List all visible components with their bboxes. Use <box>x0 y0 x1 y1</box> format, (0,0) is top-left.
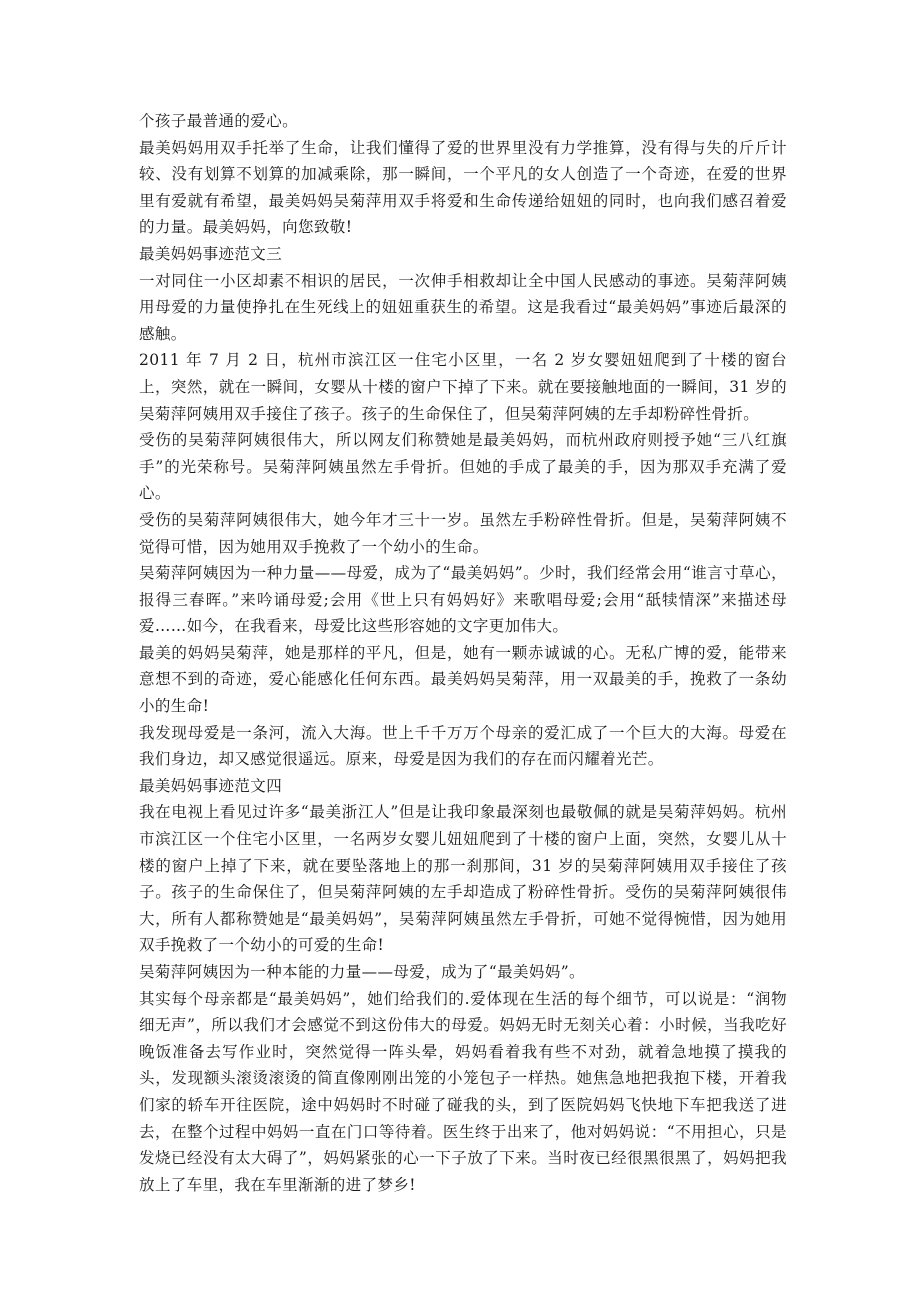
paragraph-5: 受伤的吴菊萍阿姨很伟大，所以网友们称赞她是最美妈妈，而杭州政府则授予她“三八红旗手”的光荣称号。吴菊萍阿姨虽然左手骨折。但她的手成了最美的手，因为那双手充满了爱心。 <box>139 431 787 503</box>
paragraph-8: 最美的妈妈吴菊萍，她是那样的平凡，但是，她有一颗赤诚诚的心。无私广博的爱，能带来意想不到的奇迹，爱心能感化任何东西。最美妈妈吴菊萍，用一双最美的手，挽救了一条幼小的生命! <box>139 643 787 716</box>
paragraph-3: 一对同住一小区却素不相识的居民，一次伸手相救却让全中国人民感动的事迹。吴菊萍阿姨用母爱的力量使挣扎在生死线上的妞妞重获生的希望。这是我看过“最美妈妈”事迹后最深的感触。 <box>139 271 787 343</box>
document-page <box>139 108 787 1198</box>
paragraph-2: 最美妈妈用双手托举了生命，让我们懂得了爱的世界里没有力学推算，没有得与失的斤斤计较、没有划算不划算的加减乘除，那一瞬间，一个平凡的女人创造了一个奇迹，在爱的世界里有爱就有希望，最美妈妈吴菊萍用双手将爱和生命传递给妞妞的同时，也向我们感召着爱的力量。最美妈妈，向您致敬! <box>139 138 787 237</box>
section-heading-3: 最美妈妈事迹范文三 <box>139 244 283 263</box>
paragraph-6: 受伤的吴菊萍阿姨很伟大，她今年才三十一岁。虽然左手粉碎性骨折。但是，吴菊萍阿姨不觉得可惜，因为她用双手挽救了一个幼小的生命。 <box>139 510 787 556</box>
section-heading-4: 最美妈妈事迹范文四 <box>139 776 283 795</box>
paragraph-7: 吴菊萍阿姨因为一种力量——母爱，成为了“最美妈妈”。少时，我们经常会用“谁言寸草心，报得三春晖。”来吟诵母爱;会用《世上只有妈妈好》来歌唱母爱;会用“舐犊情深”来描述母爱……如今，在我看来，母爱比这些形容她的文字更加伟大。 <box>139 564 787 636</box>
paragraph-4: 2011 年 7 月 2 日，杭州市滨江区一住宅小区里，一名 2 岁女婴妞妞爬到了十楼的窗台上，突然，就在一瞬间，女婴从十楼的窗户下掉了下来。就在要接触地面的一瞬间，31 岁的吴菊萍阿姨用双手接住了孩子。孩子的生命保住了，但吴菊萍阿姨的左手却粉碎性骨折。 <box>139 351 787 423</box>
paragraph-9: 我发现母爱是一条河，流入大海。世上千千万万个母亲的爱汇成了一个巨大的大海。母爱在我们身边，却又感觉很遥远。原来，母爱是因为我们的存在而闪耀着光芒。 <box>139 723 787 769</box>
paragraph-12: 其实每个母亲都是“最美妈妈”，她们给我们的.爱体现在生活的每个细节，可以说是：“润物细无声”，所以我们才会感觉不到这份伟大的母爱。妈妈无时无刻关心着：小时候，当我吃好晚饭准备去写作业时，突然觉得一阵头晕，妈妈看着我有些不对劲，就着急地摸了摸我的头，发现额头滚烫滚烫的简直像刚刚出笼的小笼包子一样热。她焦急地把我抱下楼，开着我们家的轿车开往医院，途中妈妈时不时碰了碰我的头，到了医院妈妈飞快地下车把我送了进去，在整个过程中妈妈一直在门口等待着。医生终于出来了，他对妈妈说：“不用担心，只是发烧已经没有太大碍了”，妈妈紧张的心一下子放了下来。当时夜已经很黑很黑了，妈妈把我放上了车里，我在车里渐渐的进了梦乡! <box>139 989 787 1194</box>
paragraph-10: 我在电视上看见过许多“最美浙江人”但是让我印象最深刻也最敬佩的就是吴菊萍妈妈。杭州市滨江区一个住宅小区里，一名两岁女婴儿妞妞爬到了十楼的窗户上面，突然，女婴儿从十楼的窗户上掉了下来，就在要坠落地上的那一刹那间，31 岁的吴菊萍阿姨用双手接住了孩子。孩子的生命保住了，但吴菊萍阿姨的左手却造成了粉碎性骨折。受伤的吴菊萍阿姨很伟大，所有人都称赞她是“最美妈妈”，吴菊萍阿姨虽然左手骨折，可她不觉得惋惜，因为她用双手挽救了一个幼小的可爱的生命! <box>139 803 787 955</box>
paragraph-11: 吴菊萍阿姨因为一种本能的力量——母爱，成为了“最美妈妈”。 <box>139 963 585 981</box>
paragraph-1: 个孩子最普通的爱心。 <box>139 112 299 130</box>
